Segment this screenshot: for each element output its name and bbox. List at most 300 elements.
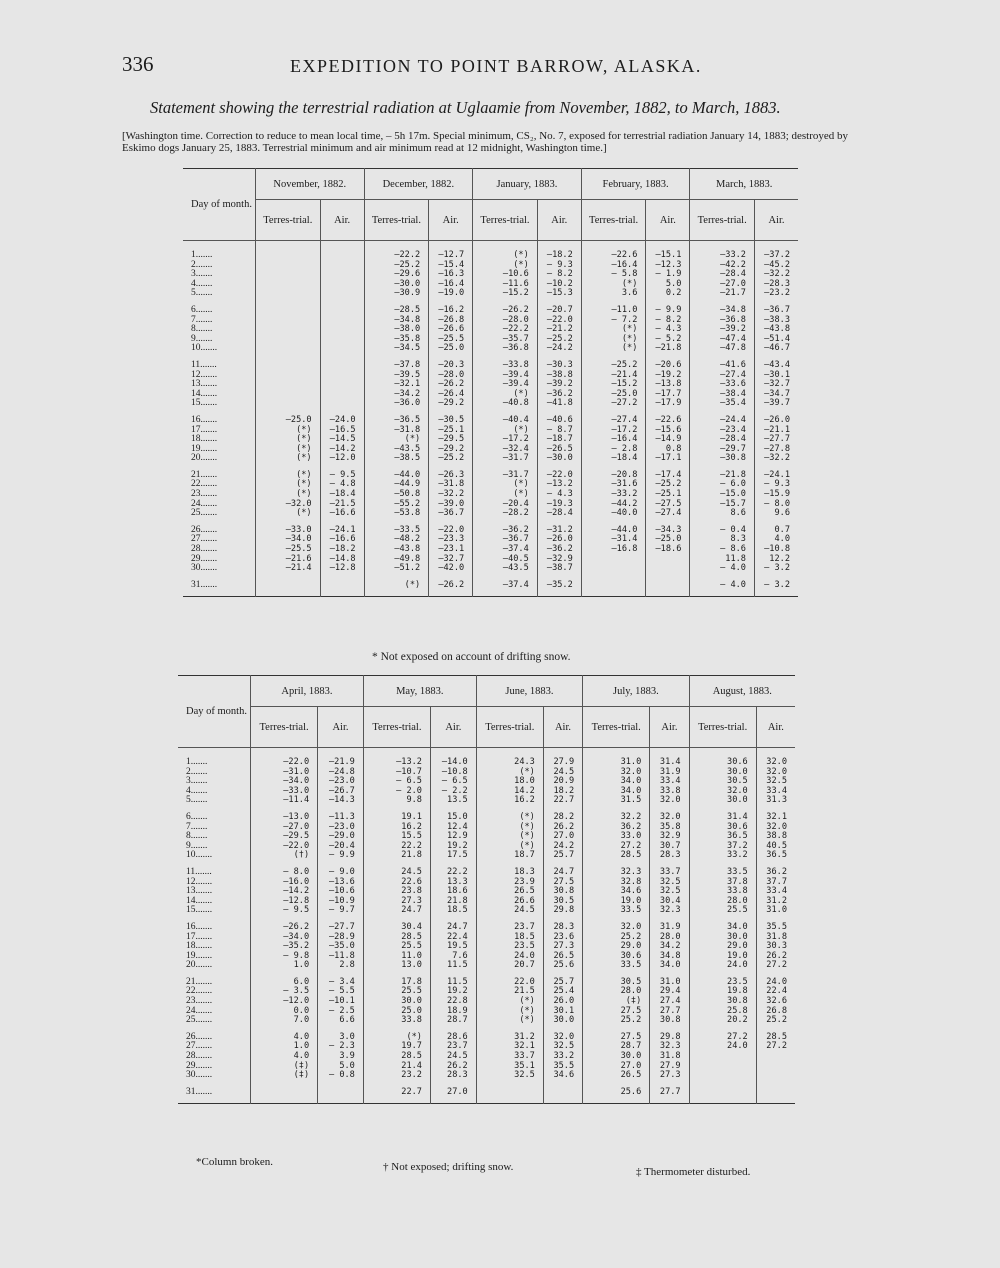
value-cell: (*)	[256, 445, 321, 455]
value-cell: 11.8	[690, 555, 755, 565]
value-cell: –29.0	[318, 832, 364, 842]
value-cell: 27.2	[766, 960, 787, 971]
value-cell: –20.7	[537, 299, 581, 316]
value-cell: 4.0	[251, 1026, 318, 1043]
value-cell	[646, 574, 690, 597]
value-cell: 22.2	[363, 842, 430, 852]
value-cell: 32.5	[650, 878, 689, 888]
day-cell: 5.......	[183, 289, 256, 299]
value-cell: 32.5	[543, 1042, 582, 1052]
table-row	[183, 454, 798, 464]
table-row	[178, 897, 795, 907]
value-cell: –40.6	[537, 409, 581, 426]
value-cell: –22.0	[429, 519, 473, 536]
value-cell: – 2.3	[318, 1042, 364, 1052]
value-cell: 13.3	[430, 878, 476, 888]
day-cell: 23.......	[183, 490, 256, 500]
value-cell: 24.0	[689, 961, 756, 971]
table-row	[178, 768, 795, 778]
value-cell: 24.0	[476, 952, 543, 962]
value-cell: 23.5	[476, 942, 543, 952]
value-cell: –12.0	[320, 454, 364, 464]
value-cell: –34.5	[364, 344, 429, 354]
value-cell: 30.5	[689, 777, 756, 787]
value-cell: 22.7	[363, 1081, 430, 1104]
day-cell: 21.......	[183, 464, 256, 481]
value-cell: –12.8	[320, 564, 364, 574]
value-cell: 28.7	[430, 1016, 476, 1026]
day-cell: 1.......	[183, 241, 256, 261]
value-cell: –31.8	[429, 480, 473, 490]
value-cell: 30.0	[689, 768, 756, 778]
value-cell: 32.8	[583, 878, 650, 888]
value-cell: 24.5	[476, 906, 543, 916]
value-cell: 25.7	[543, 851, 582, 861]
value-cell: –36.8	[690, 316, 755, 326]
value-cell: –34.3	[646, 519, 690, 536]
month-header: January, 1883.	[473, 169, 582, 200]
value-cell: – 8.0	[764, 498, 790, 509]
value-cell: –13.2	[537, 480, 581, 490]
value-cell	[756, 1062, 795, 1072]
value-cell: –45.2	[764, 259, 790, 270]
value-cell: 22.8	[430, 997, 476, 1007]
value-cell	[581, 555, 646, 565]
value-cell: 18.3	[476, 861, 543, 878]
value-cell: –37.2	[764, 250, 790, 260]
value-cell: –35.2	[251, 942, 318, 952]
value-cell: –21.7	[690, 289, 755, 299]
value-cell: –38.8	[537, 371, 581, 381]
value-cell: 37.2	[689, 842, 756, 852]
value-cell: – 6.0	[690, 480, 755, 490]
value-cell: 34.6	[583, 887, 650, 897]
value-cell: 37.8	[689, 878, 756, 888]
value-cell: –22.0	[251, 748, 318, 768]
value-cell: –14.9	[646, 435, 690, 445]
value-cell: 26.8	[766, 1005, 787, 1016]
value-cell: –37.4	[473, 574, 538, 597]
value-cell: –17.9	[646, 399, 690, 409]
value-cell	[256, 380, 321, 390]
value-cell: –32.2	[429, 490, 473, 500]
value-cell: 13.5	[430, 796, 476, 806]
table-row	[178, 823, 795, 833]
day-cell: 24.......	[183, 500, 256, 510]
value-cell: –19.2	[646, 371, 690, 381]
value-cell: –40.5	[473, 555, 538, 565]
value-cell	[320, 280, 364, 290]
value-cell	[756, 1081, 795, 1104]
value-cell: –37.4	[473, 545, 538, 555]
value-cell: –38.5	[364, 454, 429, 464]
day-cell: 6.......	[183, 299, 256, 316]
value-cell: –19.0	[429, 289, 473, 299]
value-cell: –16.2	[429, 299, 473, 316]
value-cell: 28.2	[543, 806, 582, 823]
value-cell: –16.4	[581, 261, 646, 271]
value-cell: (*)	[363, 1026, 430, 1043]
value-cell: (*)	[581, 344, 646, 354]
value-cell: 25.2	[583, 933, 650, 943]
value-cell: –15.7	[690, 500, 755, 510]
value-cell: –31.7	[473, 464, 538, 481]
value-cell: –30.1	[764, 369, 790, 380]
value-cell: –16.5	[320, 426, 364, 436]
value-cell: 22.0	[476, 971, 543, 988]
value-cell	[320, 270, 364, 280]
terrestrial-header: Terres-trial.	[473, 200, 538, 241]
value-cell: –53.8	[364, 509, 429, 519]
value-cell: – 5.2	[646, 335, 690, 345]
value-cell: –27.8	[764, 443, 790, 454]
day-cell: 31.......	[178, 1081, 251, 1104]
value-cell: 21.4	[363, 1062, 430, 1072]
value-cell: 32.1	[476, 1042, 543, 1052]
value-cell: 25.5	[363, 942, 430, 952]
value-cell: 25.0	[363, 1007, 430, 1017]
value-cell: –17.2	[473, 435, 538, 445]
value-cell: – 8.0	[251, 861, 318, 878]
value-cell	[318, 1081, 364, 1104]
value-cell: –24.4	[690, 409, 755, 426]
value-cell: –32.2	[764, 269, 790, 280]
value-cell: 18.5	[476, 933, 543, 943]
value-cell: 19.0	[583, 897, 650, 907]
day-cell: 19.......	[183, 445, 256, 455]
day-cell: 9.......	[183, 335, 256, 345]
value-cell: 30.7	[650, 842, 689, 852]
value-cell: (*)	[476, 997, 543, 1007]
table-row	[178, 906, 795, 916]
page-number: 336	[122, 52, 154, 76]
day-cell: 29.......	[183, 555, 256, 565]
value-cell: –19.3	[537, 500, 581, 510]
value-cell: –36.2	[473, 519, 538, 536]
air-header: Air.	[537, 200, 581, 241]
value-cell: –48.2	[364, 535, 429, 545]
value-cell: 30.0	[543, 1016, 582, 1026]
value-cell: (*)	[256, 490, 321, 500]
value-cell: 35.5	[766, 921, 787, 932]
value-cell: 31.8	[766, 931, 787, 942]
day-cell: 26.......	[178, 1026, 251, 1043]
value-cell: –49.8	[364, 555, 429, 565]
value-cell: –44.0	[581, 519, 646, 536]
value-cell: – 3.5	[251, 987, 318, 997]
value-cell: 19.5	[430, 942, 476, 952]
terrestrial-header: Terres-trial.	[251, 707, 318, 748]
value-cell: 25.4	[543, 987, 582, 997]
day-cell: 13.......	[183, 380, 256, 390]
value-cell: –25.0	[646, 535, 690, 545]
value-cell: –28.0	[473, 316, 538, 326]
value-cell: – 9.9	[646, 299, 690, 316]
value-cell: –25.5	[256, 545, 321, 555]
value-cell: –34.8	[690, 299, 755, 316]
day-cell: 27.......	[183, 535, 256, 545]
value-cell: –29.5	[429, 435, 473, 445]
value-cell: –11.6	[473, 280, 538, 290]
value-cell: (*)	[476, 823, 543, 833]
value-cell: 13.0	[363, 961, 430, 971]
value-cell: –26.2	[429, 574, 473, 597]
value-cell: –27.5	[646, 500, 690, 510]
value-cell: 26.2	[430, 1062, 476, 1072]
value-cell	[256, 371, 321, 381]
table-row	[183, 399, 798, 409]
value-cell: –33.2	[581, 490, 646, 500]
value-cell: 30.6	[689, 823, 756, 833]
value-cell: 11.0	[363, 952, 430, 962]
value-cell: –38.4	[690, 390, 755, 400]
value-cell: 35.1	[476, 1062, 543, 1072]
day-cell: 17.......	[183, 426, 256, 436]
value-cell: –17.2	[581, 426, 646, 436]
value-cell: 30.0	[583, 1052, 650, 1062]
table-row	[183, 490, 798, 500]
value-cell: –40.4	[473, 409, 538, 426]
value-cell: 23.2	[363, 1071, 430, 1081]
value-cell: 1.0	[251, 961, 318, 971]
value-cell: –33.0	[256, 519, 321, 536]
value-cell: 23.7	[476, 916, 543, 933]
terrestrial-header: Terres-trial.	[476, 707, 543, 748]
value-cell: –28.4	[537, 509, 581, 519]
day-cell: 13.......	[178, 887, 251, 897]
value-cell: –17.7	[646, 390, 690, 400]
value-cell: 18.6	[430, 887, 476, 897]
value-cell: –18.2	[537, 241, 581, 261]
value-cell	[256, 261, 321, 271]
value-cell: 31.3	[766, 795, 787, 806]
table-row	[178, 916, 795, 933]
table-row	[183, 409, 798, 426]
value-cell: 34.0	[650, 961, 689, 971]
value-cell: –25.2	[537, 335, 581, 345]
value-cell: –26.7	[318, 787, 364, 797]
day-cell: 14.......	[178, 897, 251, 907]
value-cell: –32.4	[473, 445, 538, 455]
value-cell: – 9.3	[764, 479, 790, 490]
value-cell: –30.0	[364, 280, 429, 290]
value-cell: –13.0	[251, 806, 318, 823]
value-cell: –20.6	[646, 354, 690, 371]
value-cell: 0.7	[774, 524, 790, 535]
value-cell: –25.1	[646, 490, 690, 500]
value-cell: –12.3	[646, 261, 690, 271]
value-cell	[320, 390, 364, 400]
value-cell: –23.1	[429, 545, 473, 555]
value-cell: –34.0	[256, 535, 321, 545]
value-cell: –12.0	[251, 997, 318, 1007]
value-cell: –15.4	[429, 261, 473, 271]
month-header: June, 1883.	[476, 676, 582, 707]
value-cell	[256, 280, 321, 290]
value-cell: –10.8	[764, 544, 790, 555]
value-cell: – 4.3	[537, 490, 581, 500]
value-cell: 31.0	[650, 971, 689, 988]
day-cell: 6.......	[178, 806, 251, 823]
table-row	[183, 426, 798, 436]
value-cell: –25.0	[581, 390, 646, 400]
air-header: Air.	[429, 200, 473, 241]
value-cell: 22.2	[430, 861, 476, 878]
table-row	[183, 464, 798, 481]
table-row	[178, 1052, 795, 1062]
value-cell: 34.2	[650, 942, 689, 952]
day-cell: 18.......	[178, 942, 251, 952]
value-cell: –29.2	[429, 445, 473, 455]
day-cell: 20.......	[178, 961, 251, 971]
value-cell: –26.6	[429, 325, 473, 335]
value-cell: 33.5	[689, 861, 756, 878]
value-cell: –36.0	[364, 399, 429, 409]
value-cell: 31.9	[650, 768, 689, 778]
value-cell: 24.0	[689, 1042, 756, 1052]
value-cell: –15.9	[764, 489, 790, 500]
value-cell: 18.5	[430, 906, 476, 916]
table-row	[178, 796, 795, 806]
value-cell: – 8.7	[537, 426, 581, 436]
value-cell: –41.6	[690, 354, 755, 371]
table-row	[178, 1062, 795, 1072]
value-cell: –21.8	[646, 344, 690, 354]
value-cell: –47.8	[690, 344, 755, 354]
value-cell: –42.0	[429, 564, 473, 574]
value-cell: –36.7	[429, 509, 473, 519]
value-cell: 27.4	[650, 997, 689, 1007]
value-cell: 19.7	[363, 1042, 430, 1052]
value-cell: 22.6	[363, 878, 430, 888]
value-cell: 29.0	[583, 942, 650, 952]
value-cell: 27.5	[543, 878, 582, 888]
value-cell: 33.4	[766, 886, 787, 897]
table-row	[183, 280, 798, 290]
value-cell: 30.8	[689, 997, 756, 1007]
value-cell: –44.9	[364, 480, 429, 490]
value-cell: 30.1	[543, 1007, 582, 1017]
value-cell: 33.8	[363, 1016, 430, 1026]
value-cell: –35.0	[318, 942, 364, 952]
value-cell	[689, 1081, 756, 1104]
value-cell: –16.6	[320, 535, 364, 545]
value-cell: 17.8	[363, 971, 430, 988]
value-cell: –28.5	[364, 299, 429, 316]
value-cell: 16.2	[363, 823, 430, 833]
value-cell: (*)	[473, 241, 538, 261]
value-cell: – 0.4	[690, 519, 755, 536]
value-cell: –11.8	[318, 952, 364, 962]
value-cell: – 9.5	[320, 464, 364, 481]
value-cell: 32.3	[650, 906, 689, 916]
value-cell: 25.5	[363, 987, 430, 997]
value-cell: 24.0	[766, 976, 787, 987]
table-row	[183, 289, 798, 299]
value-cell: (*)	[581, 280, 646, 290]
value-cell: 20.7	[476, 961, 543, 971]
value-cell: –15.6	[646, 426, 690, 436]
value-cell: 30.0	[689, 796, 756, 806]
value-cell: –39.0	[429, 500, 473, 510]
value-cell: – 8.6	[690, 545, 755, 555]
value-cell	[476, 1081, 543, 1104]
value-cell: 28.0	[689, 897, 756, 907]
table-row	[178, 832, 795, 842]
value-cell: 12.4	[430, 823, 476, 833]
day-cell: 29.......	[178, 1062, 251, 1072]
table-row	[183, 480, 798, 490]
value-cell: 32.0	[583, 916, 650, 933]
day-cell: 7.......	[178, 823, 251, 833]
table-row	[178, 887, 795, 897]
value-cell: –33.6	[690, 380, 755, 390]
month-header: November, 1882.	[256, 169, 365, 200]
day-cell: 31.......	[183, 574, 256, 597]
table-row	[183, 270, 798, 280]
value-cell: –17.4	[646, 464, 690, 481]
value-cell: –16.3	[429, 270, 473, 280]
value-cell: 3.9	[318, 1052, 364, 1062]
value-cell: 33.5	[583, 961, 650, 971]
value-cell: – 3.2	[764, 579, 790, 590]
value-cell: 17.5	[430, 851, 476, 861]
value-cell: 3.6	[581, 289, 646, 299]
value-cell: – 4.3	[646, 325, 690, 335]
value-cell: – 9.0	[318, 861, 364, 878]
value-cell: –22.0	[251, 842, 318, 852]
day-cell: 1.......	[178, 748, 251, 768]
value-cell: – 9.5	[251, 906, 318, 916]
value-cell: –22.6	[581, 241, 646, 261]
value-cell: –27.0	[251, 823, 318, 833]
value-cell: –14.5	[320, 435, 364, 445]
value-cell: –39.5	[364, 371, 429, 381]
value-cell: 38.8	[766, 831, 787, 842]
value-cell: –30.3	[537, 354, 581, 371]
value-cell: 12.9	[430, 832, 476, 842]
value-cell: 23.6	[543, 933, 582, 943]
value-cell: 25.2	[583, 1016, 650, 1026]
value-cell: –31.0	[251, 768, 318, 778]
value-cell: 27.7	[650, 1007, 689, 1017]
value-cell	[256, 289, 321, 299]
value-cell: –26.2	[429, 380, 473, 390]
value-cell: 26.2	[766, 950, 787, 961]
value-cell: 27.5	[583, 1007, 650, 1017]
table-row	[183, 574, 798, 597]
table-row	[183, 555, 798, 565]
value-cell: (*)	[581, 325, 646, 335]
value-cell: – 4.0	[690, 574, 755, 597]
table-row	[183, 325, 798, 335]
value-cell: –15.0	[690, 490, 755, 500]
value-cell: 20.2	[689, 1016, 756, 1026]
value-cell: 24.5	[430, 1052, 476, 1062]
value-cell: –28.9	[318, 933, 364, 943]
table-row	[178, 1071, 795, 1081]
value-cell: 27.3	[363, 897, 430, 907]
value-cell: –29.5	[251, 832, 318, 842]
table-row	[183, 445, 798, 455]
value-cell: –39.2	[690, 325, 755, 335]
value-cell: 21.8	[430, 897, 476, 907]
table-row	[178, 952, 795, 962]
value-cell: – 4.0	[690, 564, 755, 574]
value-cell: –34.8	[364, 316, 429, 326]
terrestrial-header: Terres-trial.	[583, 707, 650, 748]
day-cell: 19.......	[178, 952, 251, 962]
